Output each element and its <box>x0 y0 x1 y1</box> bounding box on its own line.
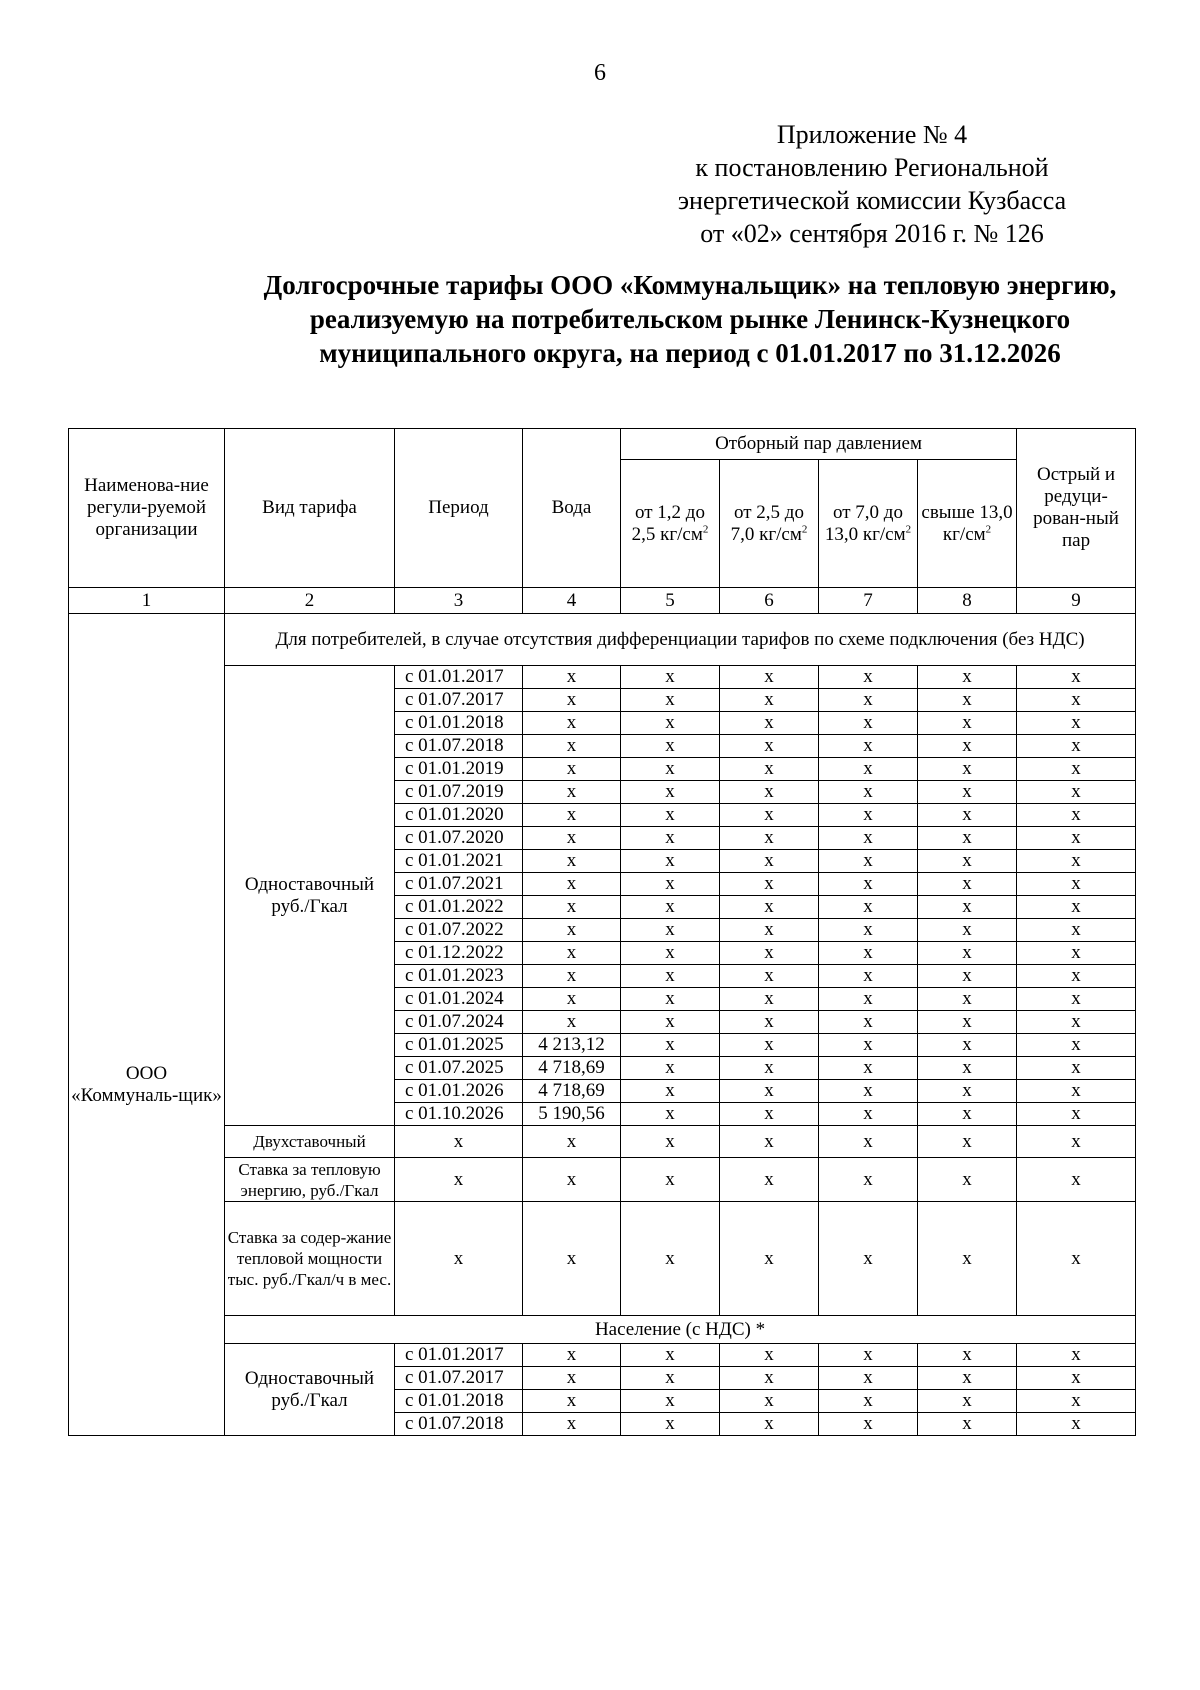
appendix-line: к постановлению Региональной <box>695 153 1049 182</box>
value-cell: х <box>819 804 918 827</box>
value-cell: х <box>1017 827 1136 850</box>
value-cell: х <box>819 1344 918 1367</box>
value-cell: х <box>621 1158 720 1202</box>
value-cell: 4 718,69 <box>523 1080 621 1103</box>
value-cell: х <box>918 988 1017 1011</box>
value-cell: х <box>720 1080 819 1103</box>
value-cell: х <box>621 965 720 988</box>
value-cell: 4 718,69 <box>523 1057 621 1080</box>
tariff-type-cell: Ставка за содер-жание тепловой мощности тыс. руб./Гкал/ч в мес. <box>225 1202 395 1316</box>
value-cell: х <box>1017 1080 1136 1103</box>
value-cell: х <box>621 942 720 965</box>
value-cell: х <box>1017 804 1136 827</box>
value-cell: х <box>523 781 621 804</box>
value-cell: х <box>720 758 819 781</box>
value-cell: х <box>819 1367 918 1390</box>
value-cell: х <box>523 942 621 965</box>
title-line: муниципального округа, на период с 01.01.2017 по 31.12.2026 <box>319 338 1061 368</box>
value-cell: х <box>395 1126 523 1158</box>
value-cell: х <box>918 1202 1017 1316</box>
value-cell: х <box>819 827 918 850</box>
value-cell: х <box>523 827 621 850</box>
value-cell: х <box>1017 1103 1136 1126</box>
period-cell: с 01.10.2026 <box>395 1103 523 1126</box>
value-cell: х <box>1017 712 1136 735</box>
value-cell: х <box>621 1126 720 1158</box>
period-cell: с 01.01.2025 <box>395 1034 523 1057</box>
value-cell: х <box>523 1413 621 1436</box>
value-cell: х <box>819 781 918 804</box>
value-cell: х <box>621 873 720 896</box>
value-cell: х <box>1017 942 1136 965</box>
value-cell: х <box>621 919 720 942</box>
value-cell: х <box>1017 1413 1136 1436</box>
period-cell: с 01.01.2022 <box>395 896 523 919</box>
value-cell: х <box>918 712 1017 735</box>
period-cell: с 01.07.2021 <box>395 873 523 896</box>
value-cell: х <box>1017 1158 1136 1202</box>
column-number: 4 <box>523 588 621 614</box>
value-cell: х <box>918 873 1017 896</box>
value-cell: х <box>621 712 720 735</box>
period-cell: с 01.01.2017 <box>395 666 523 689</box>
header-org: Наименова-ние регули-руемой организации <box>69 429 225 588</box>
header-steam-group: Отборный пар давлением <box>621 429 1017 460</box>
period-cell: с 01.07.2025 <box>395 1057 523 1080</box>
table-row <box>69 1344 1136 1367</box>
period-cell: с 01.01.2018 <box>395 1390 523 1413</box>
value-cell: х <box>1017 850 1136 873</box>
value-cell: х <box>918 1413 1017 1436</box>
value-cell: х <box>720 919 819 942</box>
value-cell: х <box>720 1158 819 1202</box>
column-number: 6 <box>720 588 819 614</box>
value-cell: х <box>918 804 1017 827</box>
section-title: Население (с НДС) * <box>225 1316 1136 1344</box>
value-cell: х <box>720 1034 819 1057</box>
period-cell: с 01.07.2024 <box>395 1011 523 1034</box>
value-cell: х <box>621 1344 720 1367</box>
value-cell: х <box>918 735 1017 758</box>
table-row <box>69 1158 1136 1202</box>
value-cell: х <box>1017 1367 1136 1390</box>
value-cell: 5 190,56 <box>523 1103 621 1126</box>
value-cell: х <box>720 942 819 965</box>
header-tariff-type: Вид тарифа <box>225 429 395 588</box>
value-cell: х <box>720 804 819 827</box>
value-cell: х <box>1017 689 1136 712</box>
value-cell: х <box>523 1158 621 1202</box>
period-cell: с 01.12.2022 <box>395 942 523 965</box>
period-cell: с 01.07.2017 <box>395 689 523 712</box>
value-cell: х <box>523 1344 621 1367</box>
value-cell: х <box>720 689 819 712</box>
value-cell: х <box>1017 666 1136 689</box>
header-live-steam: Острый и редуци-рован-ный пар <box>1017 429 1136 588</box>
period-cell: с 01.01.2020 <box>395 804 523 827</box>
value-cell: х <box>720 850 819 873</box>
period-cell: с 01.07.2022 <box>395 919 523 942</box>
value-cell: х <box>819 896 918 919</box>
value-cell: х <box>918 896 1017 919</box>
appendix-line: от «02» сентября 2016 г. № 126 <box>700 219 1044 248</box>
value-cell: х <box>819 1103 918 1126</box>
value-cell: х <box>918 1126 1017 1158</box>
value-cell: х <box>621 1080 720 1103</box>
value-cell: х <box>523 712 621 735</box>
org-name-cell: ООО «Коммуналь-щик» <box>69 614 225 1436</box>
table-row <box>69 666 1136 689</box>
value-cell: х <box>523 873 621 896</box>
value-cell: х <box>918 1057 1017 1080</box>
value-cell: х <box>918 689 1017 712</box>
value-cell: х <box>918 1367 1017 1390</box>
value-cell: х <box>523 689 621 712</box>
period-cell: с 01.01.2021 <box>395 850 523 873</box>
title-line: реализуемую на потребительском рынке Ленинск-Кузнецкого <box>309 304 1071 334</box>
period-cell: с 01.07.2017 <box>395 1367 523 1390</box>
value-cell: х <box>621 735 720 758</box>
period-cell: с 01.01.2017 <box>395 1344 523 1367</box>
value-cell: х <box>819 1034 918 1057</box>
period-cell: с 01.01.2023 <box>395 965 523 988</box>
value-cell: х <box>819 850 918 873</box>
value-cell: х <box>819 988 918 1011</box>
period-cell: с 01.01.2024 <box>395 988 523 1011</box>
value-cell: х <box>1017 988 1136 1011</box>
value-cell: х <box>1017 896 1136 919</box>
value-cell: х <box>1017 1034 1136 1057</box>
value-cell: х <box>918 965 1017 988</box>
value-cell: х <box>720 1011 819 1034</box>
column-number: 8 <box>918 588 1017 614</box>
value-cell: х <box>523 1011 621 1034</box>
document-title <box>240 268 1140 370</box>
value-cell: х <box>523 965 621 988</box>
value-cell: х <box>720 712 819 735</box>
value-cell: х <box>621 666 720 689</box>
value-cell: х <box>1017 758 1136 781</box>
value-cell: х <box>523 896 621 919</box>
value-cell: х <box>621 896 720 919</box>
column-number: 3 <box>395 588 523 614</box>
header-pressure-3: от 7,0 до 13,0 $кг/см^2$ <box>819 460 918 588</box>
value-cell: х <box>819 1390 918 1413</box>
value-cell: х <box>621 689 720 712</box>
value-cell: х <box>720 873 819 896</box>
value-cell: х <box>819 735 918 758</box>
value-cell: х <box>523 1202 621 1316</box>
tariff-type-cell: Двухставочный <box>225 1126 395 1158</box>
value-cell: х <box>621 850 720 873</box>
column-number: 7 <box>819 588 918 614</box>
tariffs-table <box>68 428 1136 1436</box>
value-cell: х <box>720 1126 819 1158</box>
header-pressure-1: от 1,2 до 2,5 $кг/см^2$ <box>621 460 720 588</box>
tariff-type-cell: Одноставочный руб./Гкал <box>225 1344 395 1436</box>
value-cell: х <box>621 1103 720 1126</box>
period-cell: с 01.07.2018 <box>395 1413 523 1436</box>
value-cell: х <box>621 758 720 781</box>
value-cell: х <box>918 758 1017 781</box>
value-cell: х <box>819 919 918 942</box>
value-cell: х <box>720 1413 819 1436</box>
column-number: 2 <box>225 588 395 614</box>
value-cell: х <box>819 1126 918 1158</box>
value-cell: х <box>918 1011 1017 1034</box>
value-cell: х <box>918 1103 1017 1126</box>
value-cell: 4 213,12 <box>523 1034 621 1057</box>
value-cell: х <box>621 827 720 850</box>
value-cell: х <box>819 965 918 988</box>
title-line: Долгосрочные тарифы ООО «Коммунальщик» на тепловую энергию, <box>263 270 1117 300</box>
value-cell: х <box>720 1344 819 1367</box>
value-cell: х <box>819 1011 918 1034</box>
value-cell: х <box>918 850 1017 873</box>
value-cell: х <box>523 1367 621 1390</box>
value-cell: х <box>819 1202 918 1316</box>
value-cell: х <box>819 666 918 689</box>
value-cell: х <box>819 942 918 965</box>
value-cell: х <box>819 1080 918 1103</box>
value-cell: х <box>523 1126 621 1158</box>
value-cell: х <box>523 758 621 781</box>
value-cell: х <box>720 1367 819 1390</box>
value-cell: х <box>1017 1126 1136 1158</box>
value-cell: х <box>819 689 918 712</box>
value-cell: х <box>918 942 1017 965</box>
value-cell: х <box>918 666 1017 689</box>
value-cell: х <box>621 1011 720 1034</box>
column-number: 5 <box>621 588 720 614</box>
value-cell: х <box>720 965 819 988</box>
value-cell: х <box>819 1158 918 1202</box>
value-cell: х <box>918 919 1017 942</box>
value-cell: х <box>720 1202 819 1316</box>
value-cell: х <box>1017 1202 1136 1316</box>
value-cell: х <box>621 804 720 827</box>
value-cell: х <box>720 1390 819 1413</box>
header-pressure-4: свыше 13,0 $кг/см^2$ <box>918 460 1017 588</box>
value-cell: х <box>621 1390 720 1413</box>
period-cell: с 01.07.2018 <box>395 735 523 758</box>
column-number: 9 <box>1017 588 1136 614</box>
value-cell: х <box>1017 873 1136 896</box>
value-cell: х <box>395 1202 523 1316</box>
value-cell: х <box>819 758 918 781</box>
value-cell: х <box>1017 965 1136 988</box>
value-cell: х <box>1017 1344 1136 1367</box>
value-cell: х <box>621 1413 720 1436</box>
period-cell: с 01.01.2019 <box>395 758 523 781</box>
value-cell: х <box>1017 1390 1136 1413</box>
value-cell: х <box>918 1034 1017 1057</box>
table-row <box>69 1316 1136 1344</box>
page-number: 6 <box>594 60 606 86</box>
value-cell: х <box>918 827 1017 850</box>
period-cell: с 01.07.2020 <box>395 827 523 850</box>
value-cell: х <box>720 988 819 1011</box>
value-cell: х <box>720 827 819 850</box>
tariff-type-cell: Одноставочный руб./Гкал <box>225 666 395 1126</box>
value-cell: х <box>918 781 1017 804</box>
column-number: 1 <box>69 588 225 614</box>
section-title: Для потребителей, в случае отсутствия дифференциации тарифов по схеме подключения (без НДС) <box>225 614 1136 666</box>
value-cell: х <box>720 1103 819 1126</box>
header-water: Вода <box>523 429 621 588</box>
appendix-line: Приложение № 4 <box>776 120 968 149</box>
tariff-type-cell: Ставка за тепловую энергию, руб./Гкал <box>225 1158 395 1202</box>
period-cell: с 01.01.2018 <box>395 712 523 735</box>
table-row <box>69 614 1136 666</box>
value-cell: х <box>621 988 720 1011</box>
value-cell: х <box>918 1158 1017 1202</box>
value-cell: х <box>720 735 819 758</box>
value-cell: х <box>819 712 918 735</box>
value-cell: х <box>523 804 621 827</box>
value-cell: х <box>918 1390 1017 1413</box>
table-row <box>69 1126 1136 1158</box>
value-cell: х <box>621 1367 720 1390</box>
appendix-header <box>612 118 1132 250</box>
value-cell: х <box>1017 735 1136 758</box>
value-cell: х <box>819 1057 918 1080</box>
value-cell: х <box>918 1080 1017 1103</box>
value-cell: х <box>523 988 621 1011</box>
value-cell: х <box>523 735 621 758</box>
header-pressure-2: от 2,5 до 7,0 $кг/см^2$ <box>720 460 819 588</box>
value-cell: х <box>720 666 819 689</box>
value-cell: х <box>720 1057 819 1080</box>
value-cell: х <box>523 850 621 873</box>
value-cell: х <box>1017 919 1136 942</box>
period-cell: с 01.01.2026 <box>395 1080 523 1103</box>
value-cell: х <box>395 1158 523 1202</box>
value-cell: х <box>720 896 819 919</box>
value-cell: х <box>523 1390 621 1413</box>
value-cell: х <box>1017 1011 1136 1034</box>
value-cell: х <box>918 1344 1017 1367</box>
header-period: Период <box>395 429 523 588</box>
value-cell: х <box>621 1034 720 1057</box>
value-cell: х <box>819 873 918 896</box>
appendix-line: энергетической комиссии Кузбасса <box>677 186 1067 215</box>
value-cell: х <box>1017 1057 1136 1080</box>
period-cell: с 01.07.2019 <box>395 781 523 804</box>
value-cell: х <box>720 781 819 804</box>
table-row <box>69 1202 1136 1316</box>
value-cell: х <box>621 1202 720 1316</box>
value-cell: х <box>819 1413 918 1436</box>
value-cell: х <box>1017 781 1136 804</box>
value-cell: х <box>523 919 621 942</box>
value-cell: х <box>621 781 720 804</box>
value-cell: х <box>523 666 621 689</box>
value-cell: х <box>621 1057 720 1080</box>
